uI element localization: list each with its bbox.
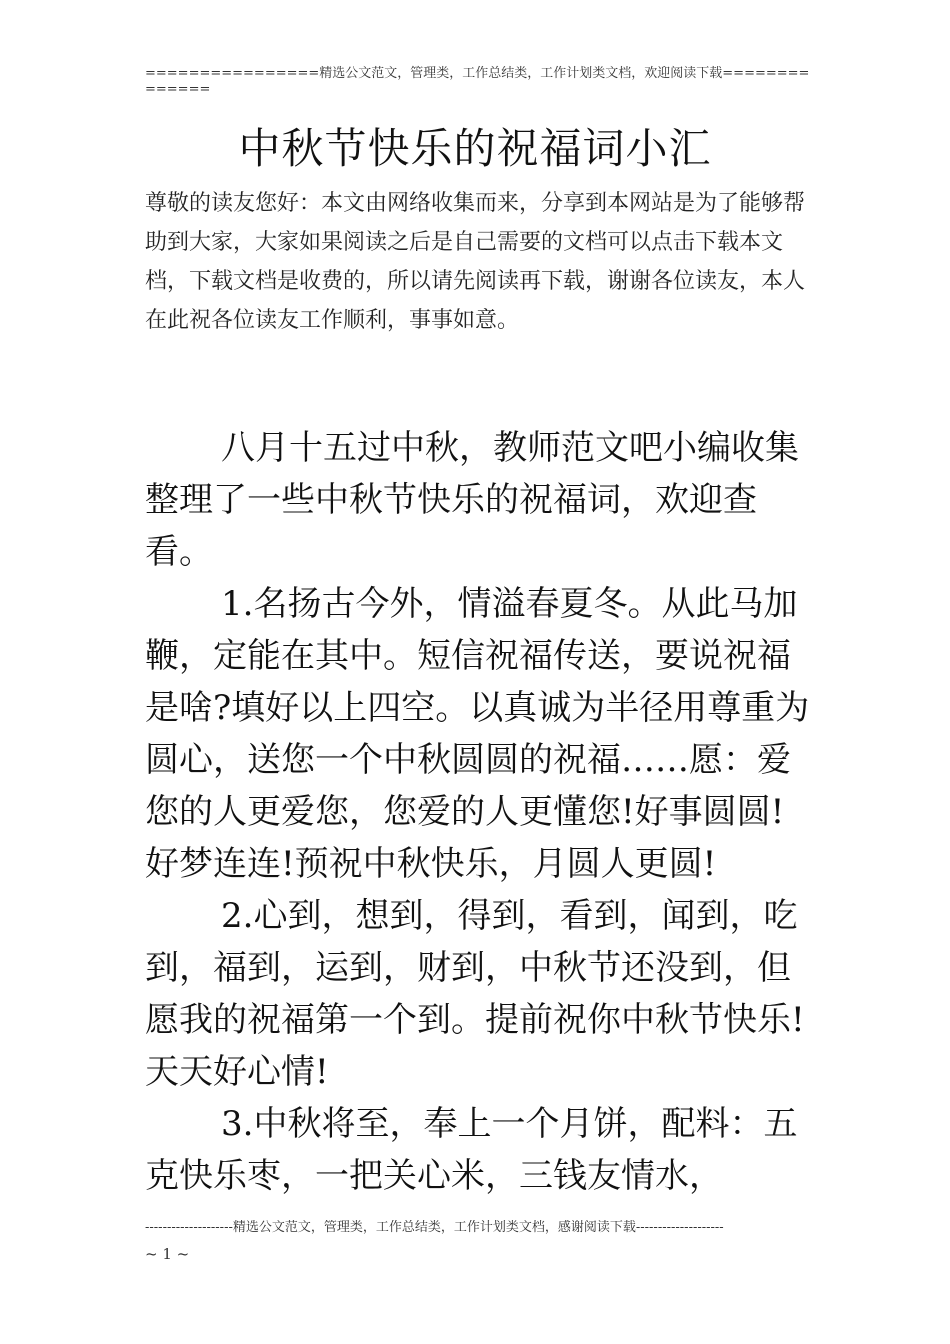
paragraph-item-1: 1.名扬古今外，情溢春夏冬。从此马加鞭，定能在其中。短信祝福传送，要说祝福是啥?填好以上四空。以真诚为半径用尊重为圆心，送您一个中秋圆圆的祝福……愿：爱您的人更爱您，您爱的人更懂您!好事圆圆!好梦连连!预祝中秋快乐，月圆人更圆! <box>145 584 810 884</box>
paragraph-intro: 八月十五过中秋，教师范文吧小编收集整理了一些中秋节快乐的祝福词，欢迎查看。 <box>145 428 799 572</box>
page-number: ~ 1 ~ <box>145 1245 190 1263</box>
reader-notice: 尊敬的读友您好：本文由网络收集而来，分享到本网站是为了能够帮助到大家，大家如果阅读之后是自己需要的文档可以点击下载本文档，下载文档是收费的，所以请先阅读再下载，谢谢各位读友，本人在此祝各位读友工作顺利，事事如意。 <box>145 191 806 333</box>
paragraph-item-3: 3.中秋将至，奉上一个月饼，配料：五克快乐枣，一把关心米，三钱友情水， <box>145 1104 798 1196</box>
document-body <box>145 422 813 1202</box>
header-banner: ================精选公文范文，管理类，工作总结类，工作计划类文档，欢迎阅读下载============== <box>145 66 810 97</box>
paragraph-item-2: 2.心到，想到，得到，看到，闻到，吃到，福到，运到，财到，中秋节还没到，但愿我的祝福第一个到。提前祝你中秋节快乐!天天好心情! <box>145 896 805 1092</box>
footer-banner: --------------------精选公文范文，管理类，工作总结类，工作计划类文档，感谢阅读下载-------------------- <box>145 1220 724 1235</box>
page-title: 中秋节快乐的祝福词小汇 <box>238 124 712 173</box>
